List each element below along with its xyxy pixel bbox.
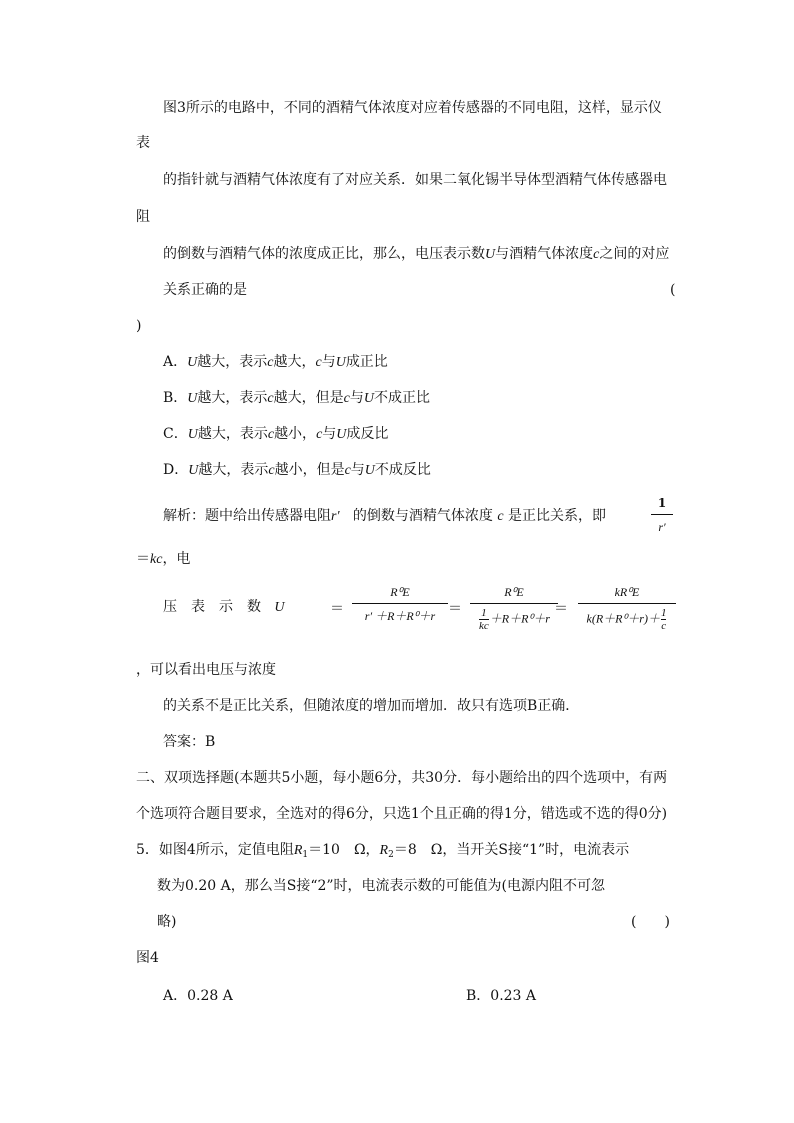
figure-4-caption: 图4: [136, 950, 159, 966]
section-2-title: 二、双项选择题(本题共5小题，每小题6分，共30分．每小题给出的四个选项中，有两: [136, 770, 668, 786]
option-d: D．U越大，表示c越小，但是c与U不成反比: [163, 462, 431, 478]
problem-line-1: 图3所示的电路中，不同的酒精气体浓度对应着传感器的不同电阻，这样，显示仪: [163, 100, 662, 116]
fraction-3: kR⁰E k(R＋R⁰＋r)＋ $\frac{1}{c}$: [578, 584, 676, 632]
solution-line-4: 的关系不是正比关系，但随浓度的增加而增加．故只有选项B正确．: [163, 698, 580, 714]
answer-bracket-close: ): [136, 318, 142, 334]
section-2-title-cont: 个选项符合题目要求，全选对的得6分，只选1个且正确的得1分，错选或不选的得0分): [136, 806, 668, 822]
equals-sign-2: ＝: [448, 601, 462, 617]
equals-sign-3: ＝: [554, 601, 568, 617]
solution-line-2: ＝kc，电: [136, 551, 191, 567]
answer-line: 答案：B: [163, 734, 216, 750]
solution-voltage-label: 压 表 示 数 U: [163, 599, 285, 615]
question-5-option-b: B．0.23 A: [466, 988, 537, 1004]
question-5-option-a: A．0.28 A: [163, 988, 233, 1004]
fraction-2: R⁰E $\frac{1}{kc}$ ＋R＋R⁰＋r: [470, 584, 558, 632]
option-a: A．U越大，表示c越大，c与U成正比: [163, 354, 388, 370]
solution-line-3: ，可以看出电压与浓度: [136, 662, 276, 678]
option-c: C．U越大，表示c越小，c与U成反比: [163, 426, 389, 442]
question-5-line-2: 数为0.20 A，那么当S接“2”时，电流表示数的可能值为(电源内阻不可忽: [157, 878, 606, 894]
problem-line-3: 的指针就与酒精气体浓度有了对应关系．如果二氧化锡半导体型酒精气体传感器电: [163, 172, 667, 188]
fraction-1: R⁰E r′ ＋R＋R⁰＋r: [352, 584, 448, 625]
question-5-answer-paren: ( ): [631, 914, 670, 930]
answer-bracket-open: (: [670, 282, 676, 298]
question-5-line-1: 5．如图4所示，定值电阻$R_1=10$ Ω，$R_2=8$ Ω，当开关S接“1”时，电流表示: [136, 842, 630, 860]
fraction-one-over-r: 1 r′: [651, 495, 673, 536]
option-b: B．U越大，表示c越大，但是c与U不成正比: [163, 390, 430, 406]
solution-line-1: 解析：题中给出传感器电阻r′ 的倒数与酒精气体浓度 c 是正比关系，即: [163, 508, 606, 524]
problem-line-2: 表: [136, 135, 150, 151]
problem-line-6: 关系正确的是: [163, 282, 247, 298]
equals-sign-1: ＝: [330, 601, 344, 617]
problem-line-4: 阻: [136, 209, 150, 225]
question-5-line-3: 略): [157, 914, 177, 930]
problem-line-5: 的倒数与酒精气体的浓度成正比，那么，电压表示数U与酒精气体浓度c之间的对应: [163, 246, 670, 262]
